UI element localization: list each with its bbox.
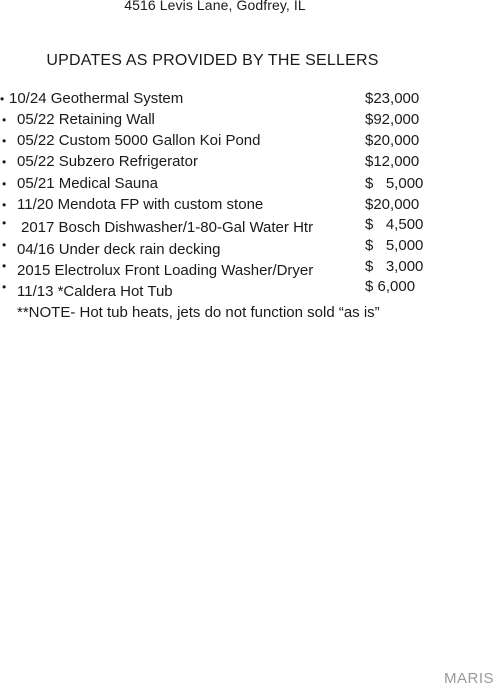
item-price: $ 6,000 — [365, 278, 416, 295]
address: 4516 Levis Lane, Godfrey, IL — [124, 0, 306, 13]
item-price: $ 4,500 — [365, 216, 424, 233]
list-item — [0, 131, 500, 151]
list-item — [0, 174, 500, 194]
list-item — [0, 218, 500, 238]
list-item — [0, 89, 500, 109]
bullet-icon: • — [2, 259, 7, 273]
item-description: 10/24 Geothermal System — [9, 90, 184, 107]
item-price: $ 5,000 — [365, 175, 424, 192]
list-item — [0, 152, 500, 172]
item-description: 05/22 Retaining Wall — [17, 111, 155, 128]
item-price: $ 3,000 — [365, 258, 424, 275]
page-title: UPDATES AS PROVIDED BY THE SELLERS — [46, 52, 379, 69]
bullet-icon: • — [2, 113, 7, 127]
bullet-icon: • — [2, 155, 7, 169]
bullet-icon: • — [2, 177, 7, 191]
item-description: 05/22 Custom 5000 Gallon Koi Pond — [17, 132, 261, 149]
item-description: 11/20 Mendota FP with custom stone — [17, 196, 264, 213]
item-price: $ 5,000 — [365, 237, 424, 254]
bullet-icon: • — [2, 198, 7, 212]
list-item — [0, 110, 500, 130]
bullet-icon: • — [2, 280, 7, 294]
item-price: $92,000 — [365, 111, 420, 128]
list-item — [0, 237, 500, 260]
watermark-logo: MARIS — [443, 670, 494, 687]
item-description: 04/16 Under deck rain decking — [17, 241, 221, 258]
item-price: $20,000 — [365, 196, 420, 213]
item-description: 05/21 Medical Sauna — [17, 175, 158, 192]
item-description: 05/22 Subzero Refrigerator — [17, 153, 198, 170]
note-text: **NOTE- Hot tub heats, jets do not function sold “as is” — [17, 304, 380, 321]
item-price: $20,000 — [365, 132, 420, 149]
list-item — [0, 278, 500, 302]
item-price: $12,000 — [365, 153, 420, 170]
bullet-icon: • — [2, 216, 7, 230]
bullet-icon: • — [0, 92, 5, 106]
item-description: 2015 Electrolux Front Loading Washer/Dryer — [17, 262, 314, 279]
item-description: 11/13 *Caldera Hot Tub — [17, 283, 173, 300]
bullet-icon: • — [2, 238, 7, 252]
list-item — [0, 195, 500, 215]
list-item — [0, 258, 500, 281]
item-price: $23,000 — [365, 90, 420, 107]
item-description: 2017 Bosch Dishwasher/1-80-Gal Water Htr — [21, 219, 314, 236]
bullet-icon: • — [2, 134, 7, 148]
